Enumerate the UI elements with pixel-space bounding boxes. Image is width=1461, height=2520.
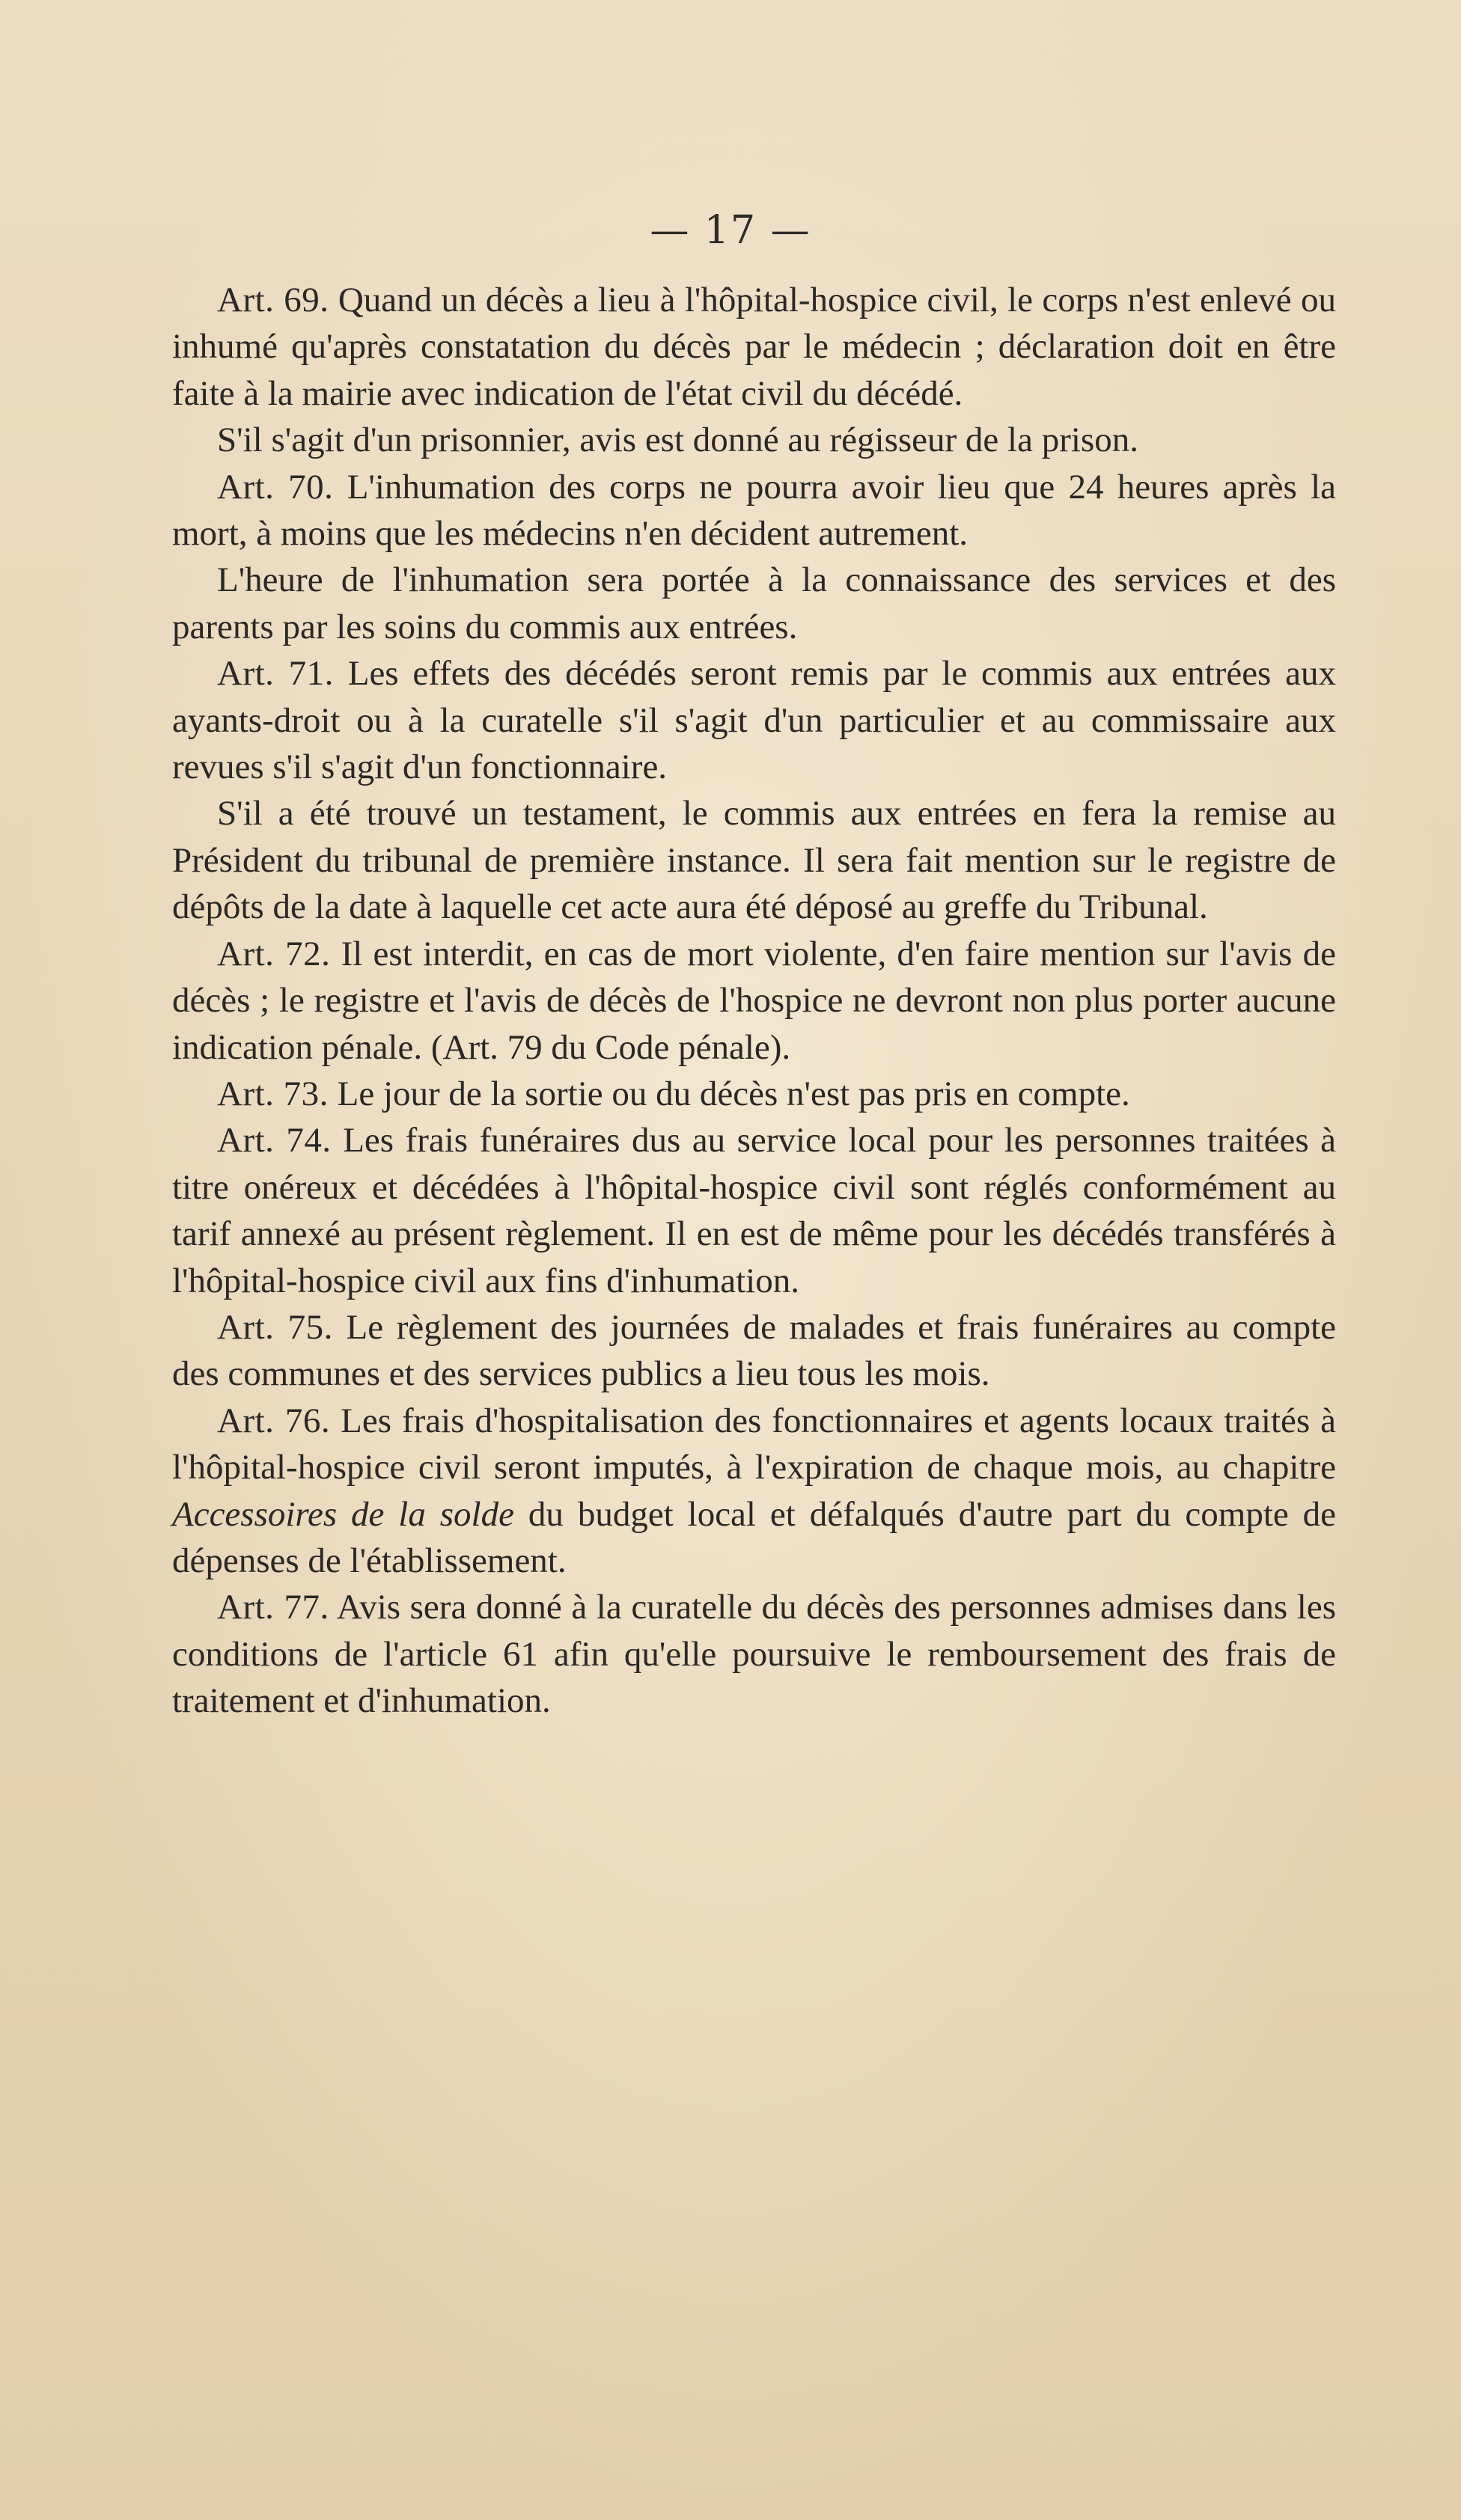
budget-chapter-title: Accessoires de la solde — [172, 1494, 514, 1534]
paragraph-art-75 — [172, 1304, 1336, 1398]
article-label: Art. 72. — [217, 934, 331, 973]
paragraph-art-70 — [172, 464, 1336, 557]
article-label: Art. 77. — [217, 1588, 329, 1627]
paragraph-art-76 — [172, 1398, 1336, 1585]
paragraph-art-72 — [172, 931, 1336, 1071]
paragraph-text: Les effets des décédés seront remis par le commis aux entrées aux ayants-droit ou à la curatelle s'il s'agit d'un particulier et au commissaire aux revues s'il s'agit d'un fonctionnaire. — [172, 654, 1336, 787]
paragraph-text: Les frais d'hospitalisation des fonctionnaires et agents locaux traités à l'hôpital-hospice civil seront imputés, à l'expiration de chaque mois, au chapitre — [172, 1401, 1337, 1487]
paragraph-art-74 — [172, 1117, 1336, 1304]
paragraph-text: Avis sera donné à la curatelle du décès des personnes admises dans les conditions de l'article 61 afin qu'elle poursuive le remboursement des frais de traitement et d'inhumation. — [172, 1588, 1336, 1721]
paragraph-text: Le règlement des journées de malades et frais funéraires au compte des communes et des services publics a lieu tous les mois. — [172, 1307, 1337, 1394]
paragraph-art-77 — [172, 1584, 1336, 1724]
paragraph-art-71 — [172, 650, 1336, 790]
paragraph-art-70-heure — [172, 557, 1336, 650]
paragraph-text: Le jour de la sortie ou du décès n'est pas pris en compte. — [337, 1074, 1130, 1113]
paragraph-text: S'il s'agit d'un prisonnier, avis est donné au régisseur de la prison. — [217, 420, 1138, 460]
article-label: Art. 69. — [217, 281, 329, 319]
article-label: Art. 74. — [217, 1121, 332, 1160]
article-label: Art. 73. — [217, 1074, 329, 1113]
body-text — [172, 277, 1336, 1725]
paragraph-text: S'il a été trouvé un testament, le commis aux entrées en fera la remise au Président du tribunal de première instance. Il sera fait mention sur le registre de dépôts de la date à laquelle cet acte aura été déposé au greffe du Tribunal. — [172, 794, 1336, 927]
article-label: Art. 70. — [217, 467, 334, 507]
article-label: Art. 75. — [217, 1307, 333, 1347]
paragraph-text: L'inhumation des corps ne pourra avoir lieu que 24 heures après la mort, à moins que les médecins n'en décident autrement. — [172, 467, 1336, 554]
paragraph-text: du budget local et défalqués d'autre part du compte de dépenses de l'établissement. — [172, 1494, 1337, 1580]
paragraph-art-69-prison — [172, 417, 1336, 463]
article-label: Art. 76. — [217, 1401, 331, 1440]
paragraph-text: Il est interdit, en cas de mort violente, d'en faire mention sur l'avis de décès ; le registre et l'avis de décès de l'hospice ne devront non plus porter aucune indication pénale. (Art. 79 du Code pénale). — [172, 934, 1337, 1067]
paragraph-art-71-testament — [172, 790, 1336, 930]
paragraph-text: L'heure de l'inhumation sera portée à la connaissance des services et des parents par les soins du commis aux entrées. — [172, 560, 1336, 646]
paragraph-text: Les frais funéraires dus au service local pour les personnes traitées à titre onéreux et décédées à l'hôpital-hospice civil sont réglés conformément au tarif annexé au présent règlement. Il en est de même pour les décédés transférés à l'hôpital-hospice civil aux fins d'inhumation. — [172, 1121, 1336, 1300]
page-number: — 17 — — [650, 208, 811, 253]
article-label: Art. 71. — [217, 654, 334, 694]
paragraph-art-73 — [172, 1071, 1336, 1117]
paragraph-art-69 — [172, 277, 1336, 417]
paragraph-text: Quand un décès a lieu à l'hôpital-hospice civil, le corps n'est enlevé ou inhumé qu'après constatation du décès par le médecin ; déclaration doit en être faite à la mairie avec indication de l'état civil du décédé. — [172, 281, 1337, 413]
